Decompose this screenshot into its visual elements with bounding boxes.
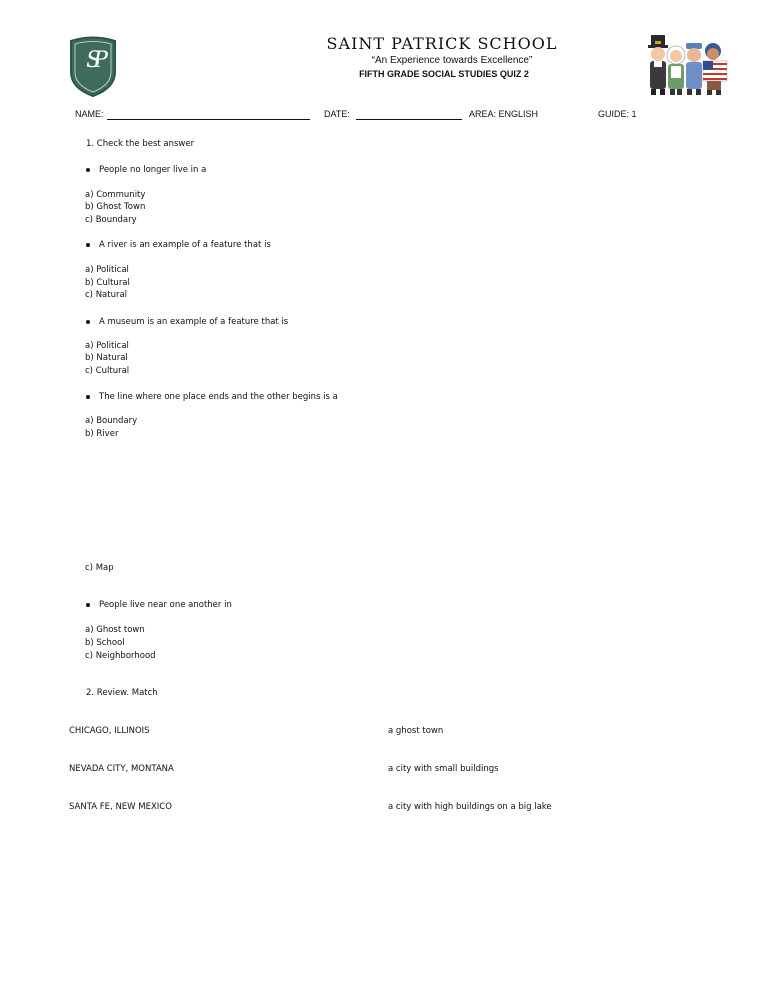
- option: b) River: [85, 429, 119, 439]
- match-left-item: CHICAGO, ILLINOIS: [69, 726, 150, 736]
- guide-label: GUIDE: 1: [598, 109, 637, 119]
- bullet: [86, 395, 90, 399]
- option: b) Ghost Town: [85, 202, 146, 212]
- bullet: [86, 243, 90, 247]
- bullet: [86, 320, 90, 324]
- bullet: [86, 603, 90, 607]
- option: a) Community: [85, 190, 146, 200]
- question-text: A museum is an example of a feature that is: [99, 317, 289, 327]
- option: c) Natural: [85, 290, 128, 300]
- school-name: SAINT PATRICK SCHOOL: [326, 34, 558, 53]
- match-right-item: a city with small buildings: [388, 764, 499, 774]
- option: a) Boundary: [85, 416, 138, 426]
- quiz-title: FIFTH GRADE SOCIAL STUDIES QUIZ 2: [359, 69, 529, 79]
- option: b) Cultural: [85, 278, 130, 288]
- question-text: The line where one place ends and the other begins is a: [99, 392, 338, 402]
- name-label: NAME:: [75, 109, 104, 119]
- option: c) Boundary: [85, 215, 137, 225]
- school-motto: “An Experience towards Excellence”: [371, 55, 533, 66]
- logo-letters: SP: [86, 48, 100, 73]
- section-2-title: 2. Review. Match: [86, 688, 158, 698]
- question-text: A river is an example of a feature that is: [99, 240, 271, 250]
- area-label: AREA: ENGLISH: [469, 109, 539, 119]
- match-left-item: NEVADA CITY, MONTANA: [69, 764, 174, 774]
- question-text: People no longer live in a: [99, 165, 207, 175]
- option: b) School: [85, 638, 125, 648]
- option: b) Natural: [85, 353, 128, 363]
- name-line: [107, 109, 310, 120]
- section-1-title: 1. Check the best answer: [86, 139, 195, 149]
- option: c) Cultural: [85, 366, 130, 376]
- match-right-item: a ghost town: [388, 726, 444, 736]
- option: c) Neighborhood: [85, 651, 156, 661]
- bullet: [86, 168, 90, 172]
- match-right-item: a city with high buildings on a big lake: [388, 802, 552, 812]
- option: c) Map: [85, 563, 114, 573]
- date-label: DATE:: [324, 109, 350, 119]
- option: a) Political: [85, 341, 129, 351]
- match-left-item: SANTA FE, NEW MEXICO: [69, 802, 172, 812]
- option: a) Political: [85, 265, 129, 275]
- date-line: [356, 109, 462, 120]
- option: a) Ghost town: [85, 625, 145, 635]
- question-text: People live near one another in: [99, 600, 232, 610]
